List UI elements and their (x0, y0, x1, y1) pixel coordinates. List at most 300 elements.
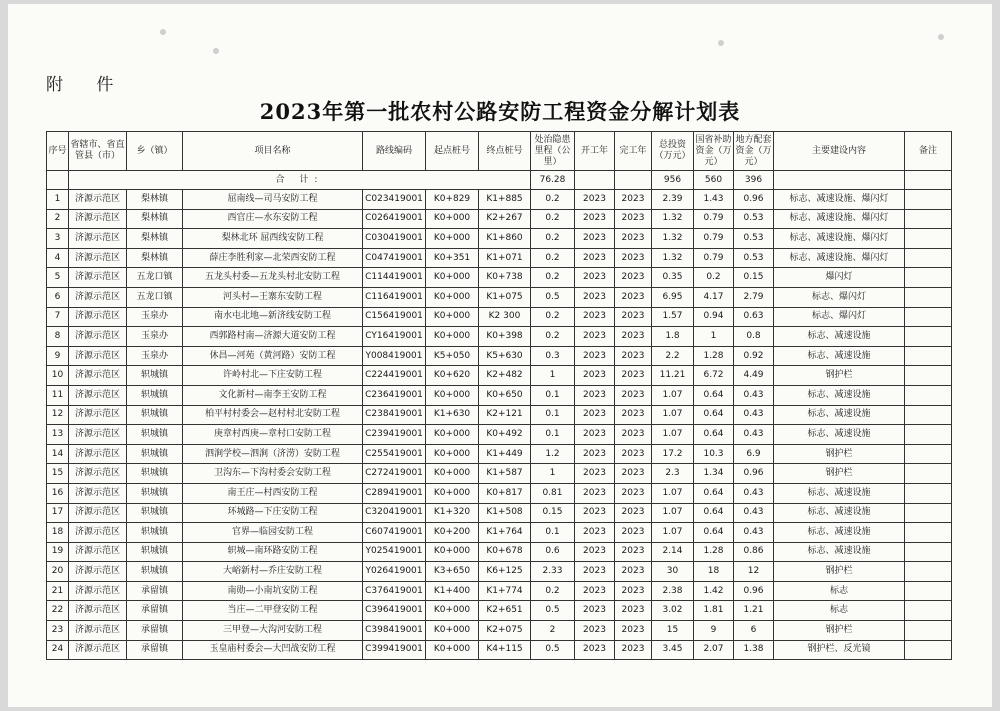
totals-mileage: 76.28 (531, 171, 575, 190)
cell-mileage: 2 (531, 621, 575, 641)
cell-mileage: 0.1 (531, 425, 575, 445)
cell-total: 2.38 (652, 581, 694, 601)
cell-mileage: 0.1 (531, 523, 575, 543)
cell-start-year: 2023 (575, 327, 615, 347)
cell-remark (905, 464, 952, 484)
cell-end: K2 300 (479, 307, 531, 327)
cell-route: C320419001 (363, 503, 426, 523)
cell-start-year: 2023 (575, 581, 615, 601)
punch-hole-mark (938, 34, 944, 40)
cell-finish-year: 2023 (615, 640, 652, 660)
cell-content: 标志、减速设施 (774, 523, 905, 543)
cell-town: 轵城镇 (127, 444, 183, 464)
cell-local: 0.43 (734, 385, 774, 405)
cell-start-year: 2023 (575, 483, 615, 503)
cell-local: 1.38 (734, 640, 774, 660)
cell-finish-year: 2023 (615, 229, 652, 249)
cell-start-year: 2023 (575, 542, 615, 562)
cell-national: 0.64 (694, 405, 734, 425)
cell-total: 0.35 (652, 268, 694, 288)
table-row (47, 444, 952, 464)
cell-content: 标志、减速设施 (774, 405, 905, 425)
cell-total: 3.02 (652, 601, 694, 621)
cell-route: C238419001 (363, 405, 426, 425)
cell-finish-year: 2023 (615, 268, 652, 288)
cell-mileage: 0.5 (531, 287, 575, 307)
cell-city: 济源示范区 (69, 444, 127, 464)
table-row (47, 346, 952, 366)
cell-content: 钢护栏 (774, 621, 905, 641)
cell-start-year: 2023 (575, 229, 615, 249)
cell-seq: 9 (47, 346, 69, 366)
cell-mileage: 0.1 (531, 405, 575, 425)
cell-project: 屈南线—司马安防工程 (183, 190, 363, 210)
cell-total: 1.32 (652, 248, 694, 268)
punch-hole-mark (718, 40, 724, 46)
cell-start-year: 2023 (575, 287, 615, 307)
cell-start: K0+000 (426, 621, 479, 641)
cell-start: K0+000 (426, 268, 479, 288)
cell-city: 济源示范区 (69, 464, 127, 484)
cell-start: K0+000 (426, 425, 479, 445)
cell-end: K5+630 (479, 346, 531, 366)
cell-content: 钢护栏、反光镜 (774, 640, 905, 660)
cell-project: 卫沟东—下沟村委会安防工程 (183, 464, 363, 484)
cell-city: 济源示范区 (69, 425, 127, 445)
cell-end: K1+885 (479, 190, 531, 210)
cell-start-year: 2023 (575, 621, 615, 641)
cell-local: 0.53 (734, 209, 774, 229)
cell-national: 1.28 (694, 346, 734, 366)
cell-national: 0.94 (694, 307, 734, 327)
cell-finish-year: 2023 (615, 327, 652, 347)
cell-finish-year: 2023 (615, 425, 652, 445)
cell-city: 济源示范区 (69, 385, 127, 405)
cell-town: 轵城镇 (127, 503, 183, 523)
cell-national: 1.43 (694, 190, 734, 210)
cell-project: 南王庄—村西安防工程 (183, 483, 363, 503)
cell-seq: 7 (47, 307, 69, 327)
cell-remark (905, 444, 952, 464)
cell-start-year: 2023 (575, 366, 615, 386)
cell-project: 西官庄—水东安防工程 (183, 209, 363, 229)
cell-town: 玉泉办 (127, 327, 183, 347)
cell-seq: 21 (47, 581, 69, 601)
cell-route: C030419001 (363, 229, 426, 249)
cell-remark (905, 601, 952, 621)
cell-start-year: 2023 (575, 248, 615, 268)
cell-start-year: 2023 (575, 346, 615, 366)
cell-route: C224419001 (363, 366, 426, 386)
table-row (47, 464, 952, 484)
totals-cell (615, 171, 652, 190)
cell-end: K2+267 (479, 209, 531, 229)
cell-local: 0.96 (734, 464, 774, 484)
cell-mileage: 0.2 (531, 229, 575, 249)
header-city: 省辖市、省直管县（市） (69, 132, 127, 171)
cell-seq: 2 (47, 209, 69, 229)
cell-start-year: 2023 (575, 503, 615, 523)
cell-project: 柏平村村委会—赵村村北安防工程 (183, 405, 363, 425)
cell-town: 梨林镇 (127, 209, 183, 229)
cell-local: 12 (734, 562, 774, 582)
cell-finish-year: 2023 (615, 542, 652, 562)
cell-end: K0+492 (479, 425, 531, 445)
cell-end: K0+650 (479, 385, 531, 405)
cell-total: 6.95 (652, 287, 694, 307)
cell-mileage: 0.2 (531, 327, 575, 347)
cell-project: 休昌—河苑（黄河路）安防工程 (183, 346, 363, 366)
document-title: 2023年第一批农村公路安防工程资金分解计划表 (259, 99, 741, 124)
totals-national: 560 (694, 171, 734, 190)
cell-city: 济源示范区 (69, 366, 127, 386)
cell-end: K1+764 (479, 523, 531, 543)
cell-local: 1.21 (734, 601, 774, 621)
cell-national: 0.64 (694, 385, 734, 405)
cell-town: 五龙口镇 (127, 268, 183, 288)
cell-total: 1.32 (652, 209, 694, 229)
cell-mileage: 0.6 (531, 542, 575, 562)
header-local: 地方配套资金（万元） (734, 132, 774, 171)
funding-plan-table (46, 131, 952, 660)
cell-content: 钢护栏 (774, 444, 905, 464)
cell-mileage: 0.2 (531, 307, 575, 327)
cell-start: K0+000 (426, 327, 479, 347)
cell-local: 0.63 (734, 307, 774, 327)
table-row (47, 581, 952, 601)
cell-city: 济源示范区 (69, 483, 127, 503)
totals-cell (905, 171, 952, 190)
cell-seq: 17 (47, 503, 69, 523)
header-start-year: 开工年 (575, 132, 615, 171)
cell-finish-year: 2023 (615, 503, 652, 523)
cell-start: K0+000 (426, 542, 479, 562)
cell-project: 河头村—王寨东安防工程 (183, 287, 363, 307)
cell-end: K1+587 (479, 464, 531, 484)
cell-mileage: 0.5 (531, 640, 575, 660)
cell-start-year: 2023 (575, 464, 615, 484)
cell-end: K1+860 (479, 229, 531, 249)
cell-end: K1+449 (479, 444, 531, 464)
table-row (47, 503, 952, 523)
cell-start: K0+000 (426, 385, 479, 405)
cell-city: 济源示范区 (69, 542, 127, 562)
cell-end: K1+075 (479, 287, 531, 307)
header-route: 路线编码 (363, 132, 426, 171)
cell-town: 轵城镇 (127, 542, 183, 562)
cell-route: C398419001 (363, 621, 426, 641)
cell-finish-year: 2023 (615, 483, 652, 503)
cell-remark (905, 209, 952, 229)
cell-content: 标志、减速设施、爆闪灯 (774, 229, 905, 249)
cell-total: 1.8 (652, 327, 694, 347)
cell-mileage: 0.5 (531, 601, 575, 621)
cell-city: 济源示范区 (69, 640, 127, 660)
cell-mileage: 2.33 (531, 562, 575, 582)
header-total: 总投资（万元） (652, 132, 694, 171)
cell-end: K6+125 (479, 562, 531, 582)
header-project: 项目名称 (183, 132, 363, 171)
cell-project: 三甲登—大沟河安防工程 (183, 621, 363, 641)
cell-content: 标志 (774, 581, 905, 601)
cell-start-year: 2023 (575, 523, 615, 543)
cell-national: 10.3 (694, 444, 734, 464)
cell-national: 1.34 (694, 464, 734, 484)
cell-remark (905, 621, 952, 641)
totals-label-text: 合 计: (275, 174, 324, 185)
cell-mileage: 0.3 (531, 346, 575, 366)
cell-town: 轵城镇 (127, 385, 183, 405)
cell-end: K2+482 (479, 366, 531, 386)
cell-start-year: 2023 (575, 268, 615, 288)
cell-remark (905, 346, 952, 366)
cell-seq: 18 (47, 523, 69, 543)
cell-seq: 14 (47, 444, 69, 464)
cell-start: K0+000 (426, 483, 479, 503)
cell-start: K5+050 (426, 346, 479, 366)
document-sheet (8, 4, 992, 707)
header-remark: 备注 (905, 132, 952, 171)
cell-route: C239419001 (363, 425, 426, 445)
cell-start-year: 2023 (575, 425, 615, 445)
cell-content: 标志、减速设施 (774, 483, 905, 503)
cell-town: 轵城镇 (127, 523, 183, 543)
cell-start: K3+650 (426, 562, 479, 582)
cell-start-year: 2023 (575, 562, 615, 582)
cell-mileage: 1.2 (531, 444, 575, 464)
cell-start-year: 2023 (575, 209, 615, 229)
cell-seq: 19 (47, 542, 69, 562)
cell-city: 济源示范区 (69, 621, 127, 641)
cell-end: K2+651 (479, 601, 531, 621)
cell-town: 玉泉办 (127, 307, 183, 327)
cell-city: 济源示范区 (69, 503, 127, 523)
cell-total: 1.07 (652, 503, 694, 523)
cell-seq: 4 (47, 248, 69, 268)
cell-content: 爆闪灯 (774, 268, 905, 288)
cell-city: 济源示范区 (69, 190, 127, 210)
cell-project: 官界—临园安防工程 (183, 523, 363, 543)
cell-route: C156419001 (363, 307, 426, 327)
cell-total: 2.14 (652, 542, 694, 562)
cell-seq: 20 (47, 562, 69, 582)
cell-remark (905, 327, 952, 347)
cell-city: 济源示范区 (69, 229, 127, 249)
cell-mileage: 0.2 (531, 190, 575, 210)
cell-town: 轵城镇 (127, 483, 183, 503)
cell-project: 西郭路村南—济源大道安防工程 (183, 327, 363, 347)
cell-remark (905, 562, 952, 582)
cell-local: 6.9 (734, 444, 774, 464)
cell-city: 济源示范区 (69, 287, 127, 307)
cell-seq: 16 (47, 483, 69, 503)
cell-remark (905, 581, 952, 601)
cell-seq: 6 (47, 287, 69, 307)
table-row (47, 385, 952, 405)
cell-local: 0.43 (734, 503, 774, 523)
cell-national: 9 (694, 621, 734, 641)
header-mileage: 处治隐患里程（公里） (531, 132, 575, 171)
cell-project: 轵城—南环路安防工程 (183, 542, 363, 562)
table-row (47, 307, 952, 327)
cell-local: 0.43 (734, 405, 774, 425)
cell-town: 轵城镇 (127, 562, 183, 582)
cell-start: K0+000 (426, 229, 479, 249)
cell-start: K1+320 (426, 503, 479, 523)
cell-content: 标志、减速设施 (774, 346, 905, 366)
cell-content: 标志、减速设施 (774, 425, 905, 445)
cell-start-year: 2023 (575, 190, 615, 210)
table-row (47, 366, 952, 386)
punch-hole-mark (160, 29, 166, 35)
cell-route: C047419001 (363, 248, 426, 268)
cell-route: C272419001 (363, 464, 426, 484)
cell-finish-year: 2023 (615, 307, 652, 327)
cell-seq: 10 (47, 366, 69, 386)
cell-national: 0.64 (694, 523, 734, 543)
header-town: 乡（镇） (127, 132, 183, 171)
cell-local: 0.43 (734, 523, 774, 543)
cell-content: 标志、减速设施 (774, 327, 905, 347)
cell-content: 标志、减速设施、爆闪灯 (774, 248, 905, 268)
totals-total: 956 (652, 171, 694, 190)
cell-finish-year: 2023 (615, 444, 652, 464)
cell-mileage: 0.2 (531, 248, 575, 268)
cell-local: 0.96 (734, 190, 774, 210)
header-seq: 序号 (47, 132, 69, 171)
cell-route: Y025419001 (363, 542, 426, 562)
cell-start: K0+351 (426, 248, 479, 268)
cell-total: 2.39 (652, 190, 694, 210)
cell-local: 0.15 (734, 268, 774, 288)
cell-route: C114419001 (363, 268, 426, 288)
cell-end: K4+115 (479, 640, 531, 660)
cell-project: 当庄—二甲登安防工程 (183, 601, 363, 621)
table-row (47, 562, 952, 582)
cell-content: 标志、减速设施 (774, 503, 905, 523)
cell-end: K0+398 (479, 327, 531, 347)
cell-content: 钢护栏 (774, 366, 905, 386)
cell-town: 承留镇 (127, 601, 183, 621)
cell-remark (905, 483, 952, 503)
cell-remark (905, 307, 952, 327)
cell-route: C396419001 (363, 601, 426, 621)
cell-mileage: 0.81 (531, 483, 575, 503)
cell-start: K0+000 (426, 464, 479, 484)
cell-remark (905, 542, 952, 562)
cell-national: 1.81 (694, 601, 734, 621)
cell-remark (905, 523, 952, 543)
cell-town: 轵城镇 (127, 405, 183, 425)
cell-local: 0.43 (734, 425, 774, 445)
cell-town: 轵城镇 (127, 366, 183, 386)
header-start: 起点桩号 (426, 132, 479, 171)
cell-town: 承留镇 (127, 621, 183, 641)
cell-national: 0.64 (694, 503, 734, 523)
cell-national: 0.79 (694, 248, 734, 268)
totals-row (47, 171, 952, 190)
cell-route: C236419001 (363, 385, 426, 405)
cell-town: 承留镇 (127, 640, 183, 660)
cell-route: C255419001 (363, 444, 426, 464)
cell-route: C376419001 (363, 581, 426, 601)
cell-start-year: 2023 (575, 601, 615, 621)
cell-finish-year: 2023 (615, 523, 652, 543)
cell-seq: 22 (47, 601, 69, 621)
cell-content: 标志 (774, 601, 905, 621)
cell-seq: 3 (47, 229, 69, 249)
cell-start: K0+620 (426, 366, 479, 386)
cell-city: 济源示范区 (69, 268, 127, 288)
cell-national: 0.64 (694, 425, 734, 445)
cell-route: Y026419001 (363, 562, 426, 582)
cell-end: K1+508 (479, 503, 531, 523)
cell-city: 济源示范区 (69, 346, 127, 366)
cell-start: K0+000 (426, 601, 479, 621)
cell-finish-year: 2023 (615, 464, 652, 484)
cell-route: C399419001 (363, 640, 426, 660)
table-row (47, 405, 952, 425)
cell-city: 济源示范区 (69, 405, 127, 425)
cell-project: 许岭村北—下庄安防工程 (183, 366, 363, 386)
cell-start: K0+829 (426, 190, 479, 210)
cell-seq: 1 (47, 190, 69, 210)
cell-town: 轵城镇 (127, 425, 183, 445)
cell-start: K0+000 (426, 209, 479, 229)
cell-remark (905, 425, 952, 445)
cell-project: 南水屯北地—新济线安防工程 (183, 307, 363, 327)
cell-project: 薛庄李胜利家—北荣西安防工程 (183, 248, 363, 268)
cell-project: 玉皇庙村委会—大凹战安防工程 (183, 640, 363, 660)
cell-local: 0.43 (734, 483, 774, 503)
cell-seq: 8 (47, 327, 69, 347)
cell-start: K0+000 (426, 640, 479, 660)
cell-project: 梨林北环 屈西线安防工程 (183, 229, 363, 249)
cell-seq: 23 (47, 621, 69, 641)
cell-mileage: 0.2 (531, 268, 575, 288)
cell-city: 济源示范区 (69, 601, 127, 621)
table-row (47, 621, 952, 641)
cell-city: 济源示范区 (69, 209, 127, 229)
cell-route: CY16419001 (363, 327, 426, 347)
cell-start-year: 2023 (575, 405, 615, 425)
cell-project: 文化新村—南李王安防工程 (183, 385, 363, 405)
cell-national: 2.07 (694, 640, 734, 660)
cell-city: 济源示范区 (69, 562, 127, 582)
cell-finish-year: 2023 (615, 601, 652, 621)
cell-remark (905, 287, 952, 307)
cell-route: C023419001 (363, 190, 426, 210)
cell-national: 1.28 (694, 542, 734, 562)
cell-national: 0.64 (694, 483, 734, 503)
totals-cell (575, 171, 615, 190)
cell-finish-year: 2023 (615, 581, 652, 601)
totals-cell (774, 171, 905, 190)
cell-town: 梨林镇 (127, 229, 183, 249)
cell-content: 标志、减速设施、爆闪灯 (774, 209, 905, 229)
cell-town: 轵城镇 (127, 464, 183, 484)
cell-national: 6.72 (694, 366, 734, 386)
cell-remark (905, 190, 952, 210)
header-end: 终点桩号 (479, 132, 531, 171)
cell-end: K0+817 (479, 483, 531, 503)
cell-project: 泗涧学校—泗涧（济涝）安防工程 (183, 444, 363, 464)
cell-seq: 5 (47, 268, 69, 288)
table-row (47, 268, 952, 288)
cell-start: K0+000 (426, 287, 479, 307)
cell-remark (905, 248, 952, 268)
table-row (47, 248, 952, 268)
